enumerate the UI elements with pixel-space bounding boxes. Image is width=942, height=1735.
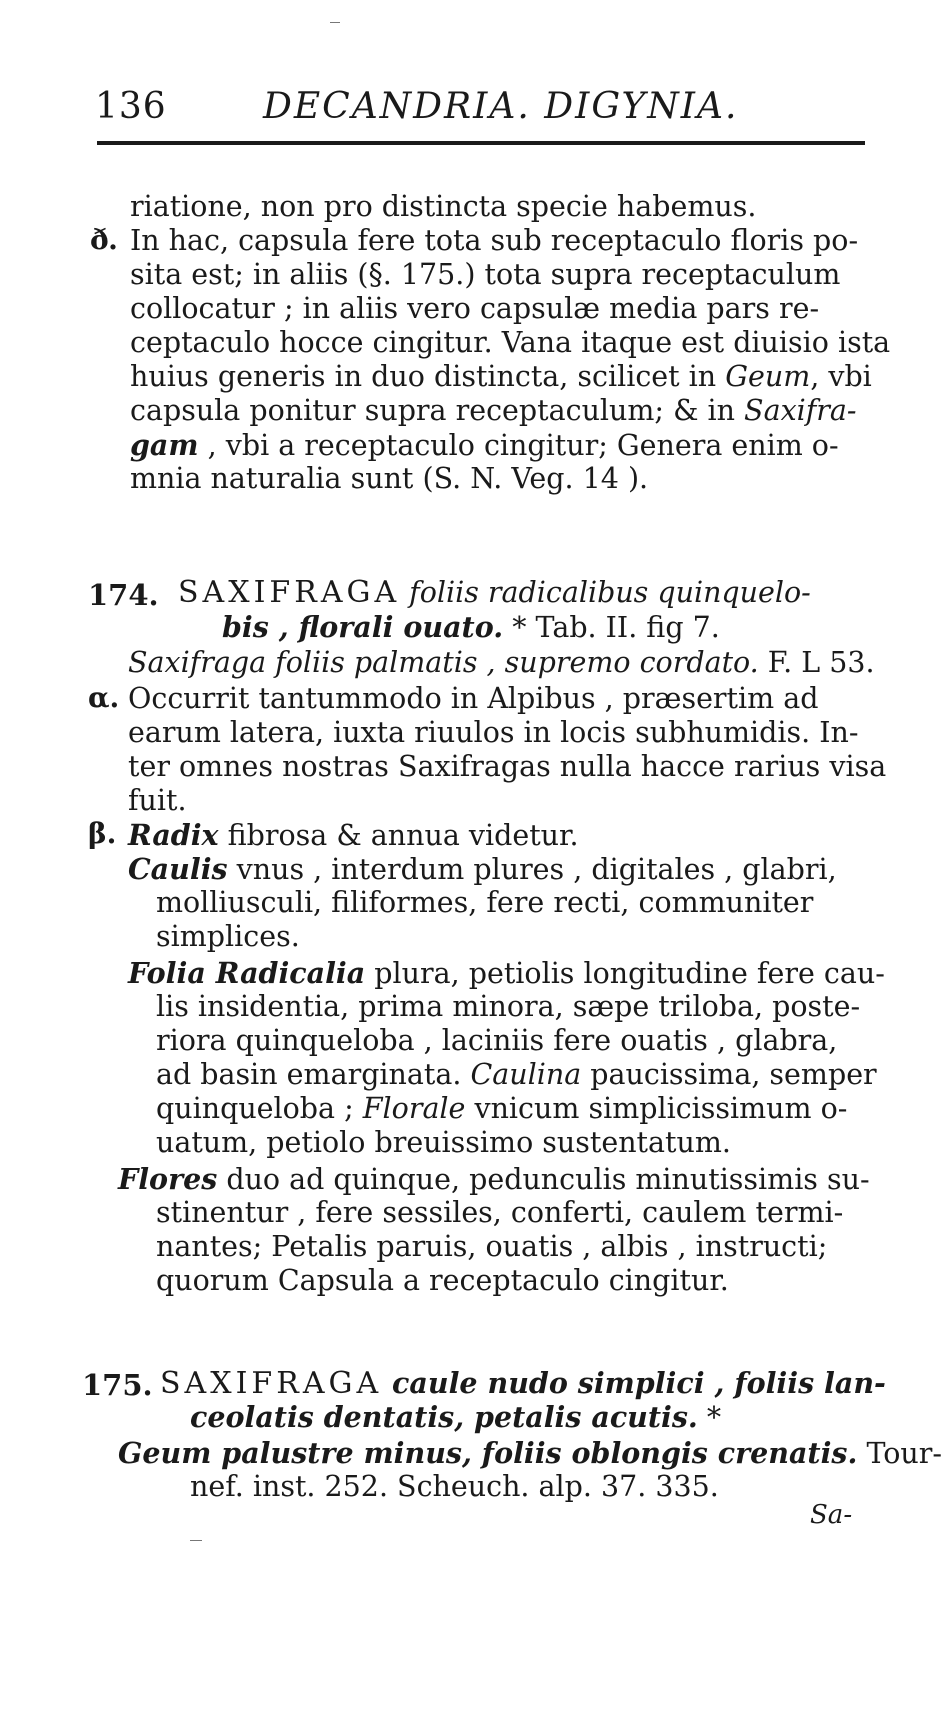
flores-line-1: Flores duo ad quinque, pedunculis minutissimis su- (118, 1162, 870, 1196)
species-174-synonym: Saxifraga foliis palmatis , supremo cordato. F. L 53. (128, 646, 875, 679)
species-175-reference: nef. inst. 252. Scheuch. alp. 37. 335. (190, 1470, 719, 1503)
species-174-heading: SAXIFRAGA foliis radicalibus quinquelo- (178, 575, 811, 610)
catchword: Sa- (810, 1500, 853, 1530)
intro-marker: ð. (90, 223, 118, 256)
folia-line-6: uatum, petiolo breuissimo sustentatum. (156, 1126, 731, 1159)
species-175-heading-2: ceolatis dentatis, petalis acutis. * (190, 1400, 722, 1434)
species-174-heading-2: bis , florali ouato. * Tab. II. fig 7. (222, 610, 720, 644)
species-number-175: 175. (82, 1368, 153, 1402)
folia-line-2: lis insidentia, prima minora, sæpe triloba, poste- (156, 990, 861, 1023)
habitat-line-1: Occurrit tantummodo in Alpibus , præsertim ad (128, 682, 819, 715)
flores-line-4: quorum Capsula a receptaculo cingitur. (156, 1264, 729, 1297)
intro-line-3: sita est; in aliis (§. 175.) tota supra receptaculum (130, 258, 841, 291)
folia-line-3: riora quinqueloba , laciniis fere ouatis , glabra, (156, 1024, 838, 1057)
intro-line-6: huius generis in duo distincta, scilicet in Geum, vbi (130, 360, 872, 393)
intro-line-1: riatione, non pro distincta specie habemus. (130, 190, 757, 223)
intro-line-4: collocatur ; in aliis vero capsulæ media pars re- (130, 292, 820, 325)
habitat-line-2: earum latera, iuxta riuulos in locis subhumidis. In- (128, 716, 859, 749)
intro-line-7: capsula ponitur supra receptaculum; & in Saxifra- (130, 394, 857, 427)
header-rule (97, 140, 865, 146)
intro-line-8: gam , vbi a receptaculo cingitur; Genera enim o- (130, 428, 839, 462)
species-175-heading: SAXIFRAGA caule nudo simplici , foliis lan- (160, 1366, 886, 1401)
radix-line: Radix fibrosa & annua videtur. (128, 818, 579, 852)
species-number-174: 174. (88, 578, 159, 612)
running-head: DECANDRIA. DIGYNIA. (263, 86, 739, 127)
intro-line-5: ceptaculo hocce cingitur. Vana itaque est diuisio ista (130, 326, 891, 359)
page-speck (190, 1540, 202, 1541)
caulis-line-2: molliusculi, filiformes, fere recti, communiter (156, 886, 814, 919)
folia-line-4: ad basin emarginata. Caulina paucissima, semper (156, 1058, 877, 1091)
flores-line-3: nantes; Petalis paruis, ouatis , albis , instructi; (156, 1230, 828, 1263)
caulis-line-3: simplices. (156, 920, 300, 953)
intro-line-2: In hac, capsula fere tota sub receptaculo floris po- (130, 224, 859, 257)
page-header (95, 82, 865, 132)
page-number: 136 (95, 86, 167, 127)
page-speck (330, 22, 340, 23)
intro-line-9: mnia naturalia sunt (S. N. Veg. 14 ). (130, 462, 649, 495)
habitat-line-4: fuit. (128, 784, 187, 817)
beta-marker: β. (88, 817, 117, 850)
caulis-line-1: Caulis vnus , interdum plures , digitales , glabri, (128, 852, 837, 886)
species-175-synonym: Geum palustre minus, foliis oblongis crenatis. Tour- (118, 1436, 942, 1470)
habitat-line-3: ter omnes nostras Saxifragas nulla hacce rarius visa (128, 750, 887, 783)
flores-line-2: stinentur , fere sessiles, conferti, caulem termi- (156, 1196, 844, 1229)
alpha-marker: α. (88, 681, 120, 714)
folia-line-1: Folia Radicalia plura, petiolis longitudine fere cau- (128, 956, 885, 990)
folia-line-5: quinqueloba ; Florale vnicum simplicissimum o- (156, 1092, 848, 1125)
